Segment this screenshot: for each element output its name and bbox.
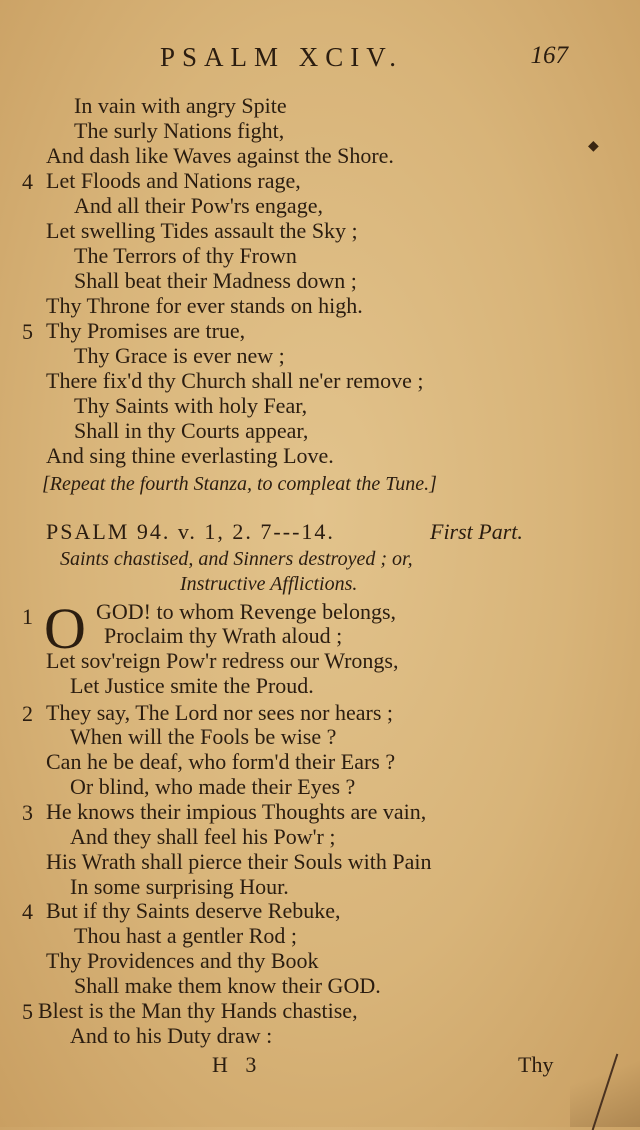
psalm-heading: PSALM 94. v. 1, 2. 7---14. [46, 519, 335, 544]
verse-line: He knows their impious Thoughts are vain, [46, 799, 427, 824]
verse-line: In some surprising Hour. [70, 874, 289, 899]
running-title: PSALM XCIV. [160, 42, 404, 72]
verse-line: Or blind, who made their Eyes ? [70, 774, 356, 799]
verse-line: When will the Fools be wise ? [70, 724, 337, 749]
verse-line: And sing thine everlasting Love. [46, 443, 334, 468]
stanza-number: 4 [22, 169, 33, 194]
stanza-number: 3 [22, 800, 33, 825]
verse-line: Blest is the Man thy Hands chastise, [38, 998, 358, 1023]
verse-line: And dash like Waves against the Shore. [46, 143, 394, 168]
verse-line: Can he be deaf, who form'd their Ears ? [46, 749, 396, 774]
stanza-number: 5 [22, 999, 33, 1024]
verse-line: His Wrath shall pierce their Souls with Pain [46, 849, 432, 874]
psalm-subtitle: Saints chastised, and Sinners destroyed ; or, [60, 548, 413, 570]
stanza-number: 1 [22, 604, 33, 629]
verse-line: Let sov'reign Pow'r redress our Wrongs, [46, 648, 399, 673]
page-header [0, 42, 640, 76]
verse-line: Let swelling Tides assault the Sky ; [46, 218, 358, 243]
page-number: 167 [530, 42, 568, 69]
margin-mark: ◆ [588, 138, 599, 154]
verse-line: Thy Promises are true, [46, 318, 246, 343]
stanza-number: 5 [22, 319, 33, 344]
catchword: Thy [518, 1052, 554, 1077]
verse-line: They say, The Lord nor sees nor hears ; [46, 700, 394, 725]
verse-line: And to his Duty draw : [70, 1023, 273, 1048]
verse-line: Let Justice smite the Proud. [70, 673, 314, 698]
verse-line: Proclaim thy Wrath aloud ; [104, 623, 343, 648]
drop-cap: O [44, 596, 86, 661]
part-label: First Part. [430, 519, 523, 544]
verse-line: In vain with angry Spite [74, 93, 287, 118]
stanza-number: 4 [22, 899, 33, 924]
verse-line: But if thy Saints deserve Rebuke, [46, 898, 341, 923]
verse-line: Shall make them know their GOD. [74, 973, 381, 998]
verse-line: Thy Saints with holy Fear, [74, 393, 308, 418]
verse-line: Thy Grace is ever new ; [74, 343, 285, 368]
verse-line: The Terrors of thy Frown [74, 243, 297, 268]
verse-line: Thy Providences and thy Book [46, 948, 319, 973]
psalm-subtitle-2: Instructive Afflictions. [180, 573, 358, 595]
verse-line: Shall in thy Courts appear, [74, 418, 309, 443]
verse-line: Shall beat their Madness down ; [74, 268, 357, 293]
verse-line: And they shall feel his Pow'r ; [70, 824, 336, 849]
verse-line: And all their Pow'rs engage, [74, 193, 323, 218]
page-stain [570, 1040, 640, 1127]
verse-line: Let Floods and Nations rage, [46, 168, 301, 193]
verse-line: Thy Throne for ever stands on high. [46, 293, 363, 318]
repeat-note: [Repeat the fourth Stanza, to compleat the Tune.] [42, 473, 437, 495]
verse-line: Thou hast a gentler Rod ; [74, 923, 298, 948]
verse-line: GOD! to whom Revenge belongs, [96, 599, 397, 624]
verse-line: There fix'd thy Church shall ne'er remove ; [46, 368, 424, 393]
signature-mark: H 3 [212, 1052, 263, 1077]
verse-line: The surly Nations fight, [74, 118, 285, 143]
stanza-number: 2 [22, 701, 33, 726]
